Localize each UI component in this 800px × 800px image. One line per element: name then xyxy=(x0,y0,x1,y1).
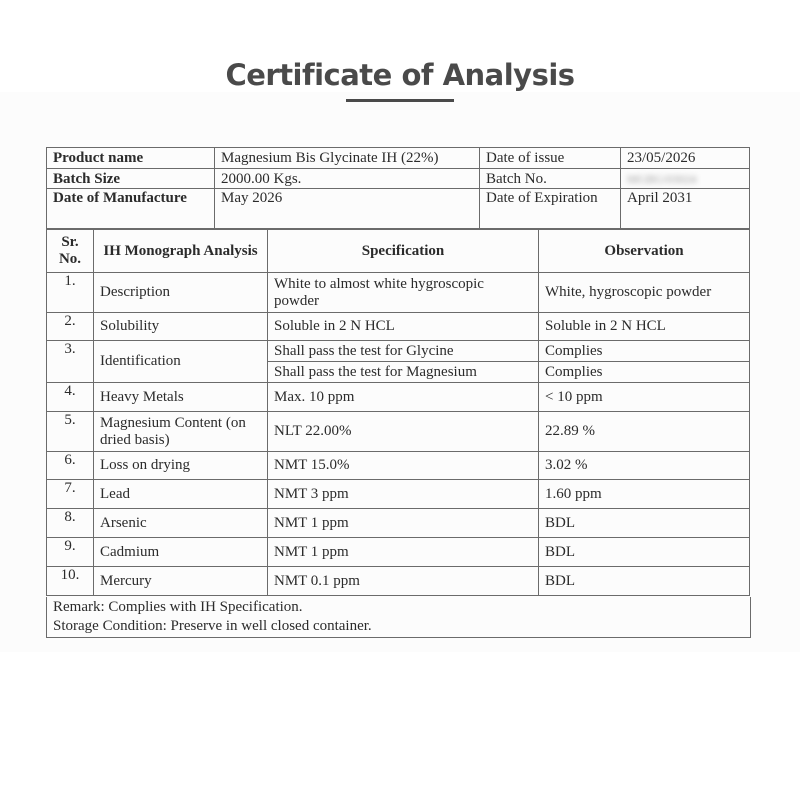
manufacture-label: Date of Manufacture xyxy=(47,189,215,229)
analysis-cell: Identification xyxy=(94,341,268,383)
batch-size-value: 2000.00 Kgs. xyxy=(215,169,480,189)
specification-cell: Soluble in 2 N HCL xyxy=(268,313,539,341)
batch-no-value: MGBG/03024 xyxy=(627,171,697,186)
analysis-table xyxy=(46,229,750,596)
table-row xyxy=(47,452,750,480)
observation-cell: White, hygroscopic powder xyxy=(539,273,750,313)
analysis-cell: Description xyxy=(94,273,268,313)
observation-cell: < 10 ppm xyxy=(539,383,750,412)
observation-cell: BDL xyxy=(539,509,750,538)
sr-no-cell: 2. xyxy=(47,313,94,341)
specification-cell: Max. 10 ppm xyxy=(268,383,539,412)
batch-size-row xyxy=(47,169,750,189)
expiration-label: Date of Expiration xyxy=(480,189,621,229)
observation-cell: 1.60 ppm xyxy=(539,480,750,509)
table-row xyxy=(47,341,750,362)
remark-text: Remark: Complies with IH Specification. xyxy=(53,599,303,615)
sr-no-cell: 6. xyxy=(47,452,94,480)
date-of-issue-label: Date of issue xyxy=(480,148,621,169)
specification-cell: NMT 3 ppm xyxy=(268,480,539,509)
page-title: Certificate of Analysis xyxy=(225,58,575,92)
table-row xyxy=(47,480,750,509)
analysis-cell: Magnesium Content (on dried basis) xyxy=(94,412,268,452)
analysis-cell: Cadmium xyxy=(94,538,268,567)
product-name-row xyxy=(47,148,750,169)
date-of-issue-value: 23/05/2026 xyxy=(621,148,750,169)
col-header-specification: Specification xyxy=(268,230,539,273)
specification-cell: NLT 22.00% xyxy=(268,412,539,452)
observation-cell: 22.89 % xyxy=(539,412,750,452)
sr-no-cell: 1. xyxy=(47,273,94,313)
table-row xyxy=(47,412,750,452)
expiration-value: April 2031 xyxy=(621,189,750,229)
col-header-observation: Observation xyxy=(539,230,750,273)
product-name-value: Magnesium Bis Glycinate IH (22%) xyxy=(215,148,480,169)
sr-no-cell: 9. xyxy=(47,538,94,567)
observation-cell: Soluble in 2 N HCL xyxy=(539,313,750,341)
sr-no-cell: 10. xyxy=(47,567,94,596)
analysis-cell: Heavy Metals xyxy=(94,383,268,412)
specification-cell: NMT 0.1 ppm xyxy=(268,567,539,596)
col-header-analysis: IH Monograph Analysis xyxy=(94,230,268,273)
table-row xyxy=(47,383,750,412)
batch-no-cell xyxy=(621,169,750,189)
specification-cell: White to almost white hygroscopic powder xyxy=(268,273,539,313)
storage-condition-text: Storage Condition: Preserve in well closed container. xyxy=(53,618,372,634)
col-header-sr-no: Sr. No. xyxy=(47,230,94,273)
observation-cell: Complies xyxy=(539,362,750,383)
specification-cell: NMT 15.0% xyxy=(268,452,539,480)
observation-cell: Complies xyxy=(539,341,750,362)
sr-no-cell: 7. xyxy=(47,480,94,509)
analysis-cell: Loss on drying xyxy=(94,452,268,480)
specification-cell: Shall pass the test for Glycine xyxy=(268,341,539,362)
analysis-cell: Mercury xyxy=(94,567,268,596)
analysis-cell: Arsenic xyxy=(94,509,268,538)
sr-no-cell: 5. xyxy=(47,412,94,452)
table-header-row xyxy=(47,230,750,273)
observation-cell: BDL xyxy=(539,538,750,567)
specification-cell: Shall pass the test for Magnesium xyxy=(268,362,539,383)
product-info-table xyxy=(46,147,750,229)
specification-cell: NMT 1 ppm xyxy=(268,509,539,538)
table-row xyxy=(47,509,750,538)
sr-no-cell: 4. xyxy=(47,383,94,412)
batch-size-label: Batch Size xyxy=(47,169,215,189)
table-row xyxy=(47,273,750,313)
specification-cell: NMT 1 ppm xyxy=(268,538,539,567)
sr-no-cell: 3. xyxy=(47,341,94,383)
batch-no-label: Batch No. xyxy=(480,169,621,189)
observation-cell: 3.02 % xyxy=(539,452,750,480)
remarks-section xyxy=(46,597,751,638)
analysis-cell: Lead xyxy=(94,480,268,509)
sr-no-cell: 8. xyxy=(47,509,94,538)
table-row xyxy=(47,567,750,596)
observation-cell: BDL xyxy=(539,567,750,596)
table-row xyxy=(47,538,750,567)
manufacture-value: May 2026 xyxy=(215,189,480,229)
title-underline xyxy=(346,99,454,102)
table-row xyxy=(47,313,750,341)
product-name-label: Product name xyxy=(47,148,215,169)
manufacture-row xyxy=(47,189,750,229)
analysis-cell: Solubility xyxy=(94,313,268,341)
